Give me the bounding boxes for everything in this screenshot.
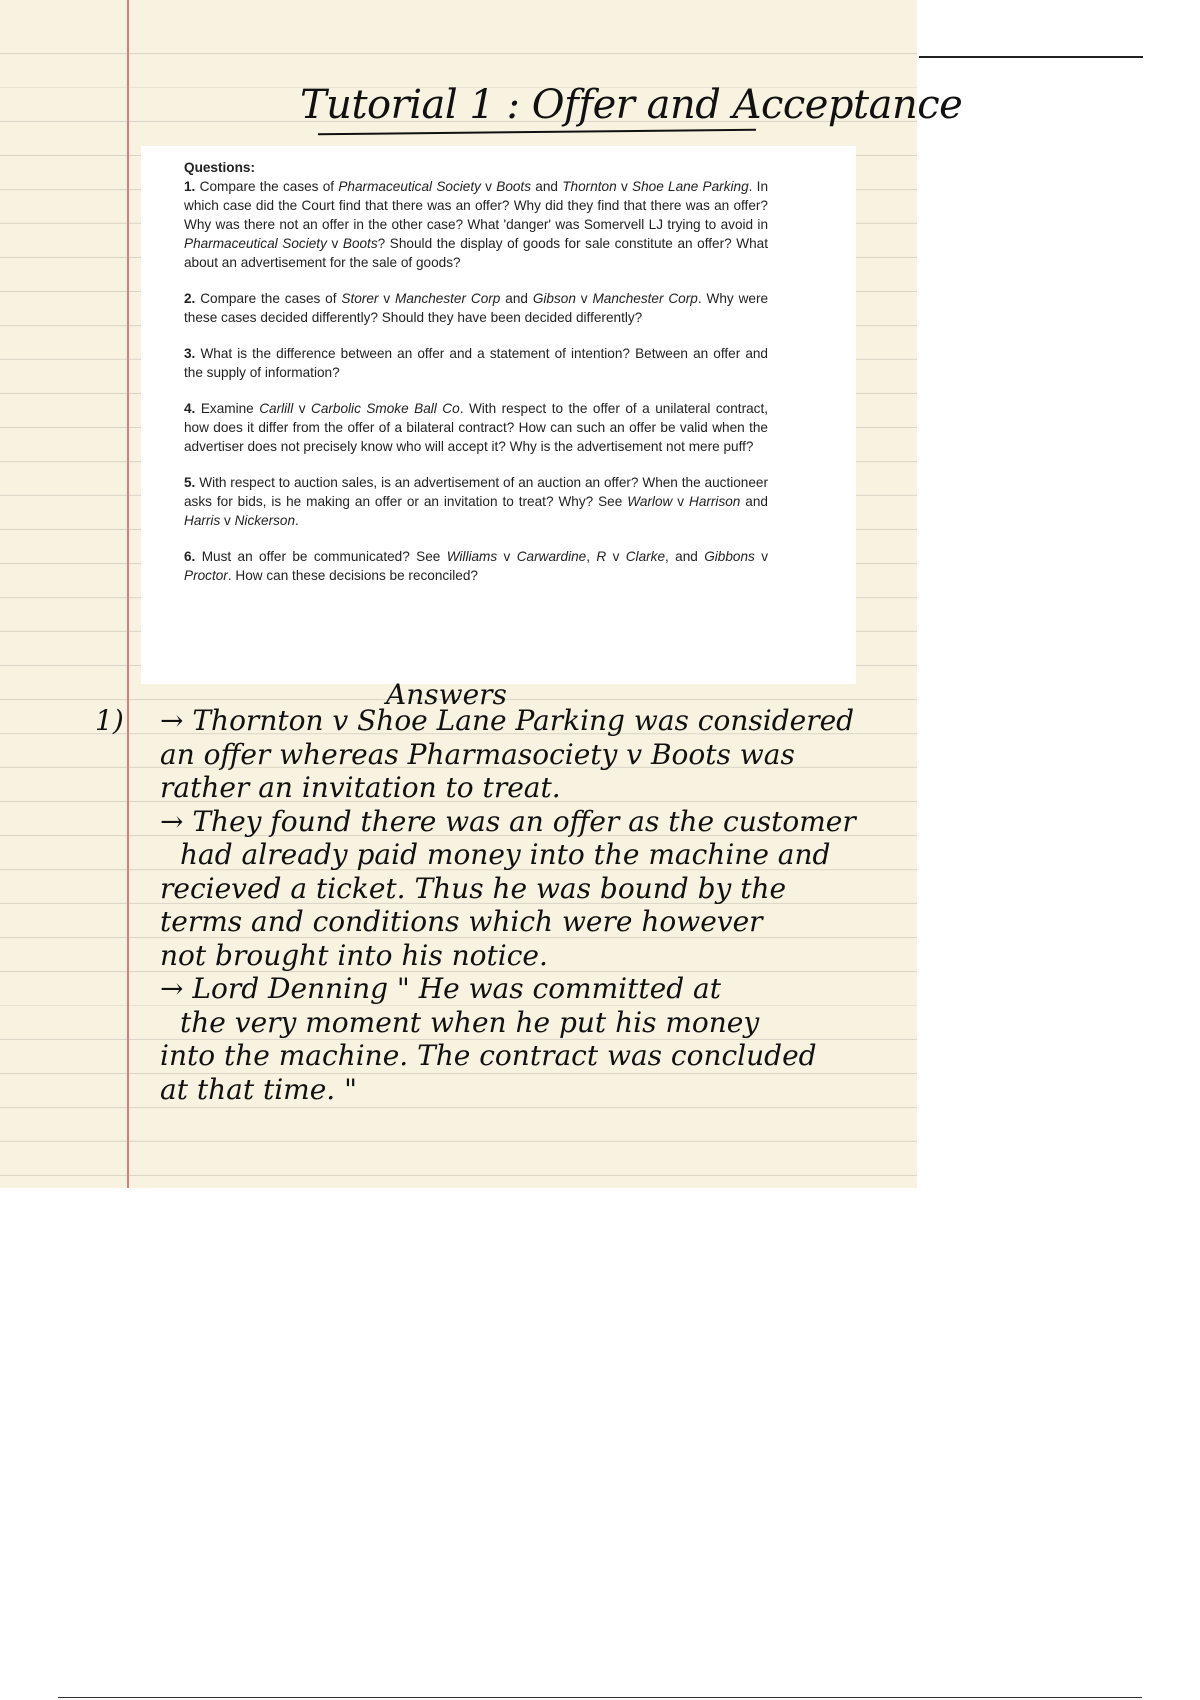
- question-text: . In which case did the Court find that there was an offer? Why did they find that there was an offer? Why was there not an offer in the other case? What 'danger' was Somervell LJ trying to avoid in: [184, 179, 769, 232]
- question-text: Compare the cases of: [199, 179, 339, 194]
- question-text: and: [500, 291, 533, 306]
- question-item: [184, 473, 768, 530]
- case-name: Boots: [496, 179, 532, 194]
- question-text: What is the difference between an offer and a statement of intention? Between an offer and the supply of information?: [184, 346, 768, 380]
- case-name: Pharmaceutical Society: [338, 179, 481, 194]
- case-name: Williams: [446, 549, 498, 564]
- case-name: Storer: [341, 291, 379, 306]
- question-text: ,: [586, 549, 597, 564]
- answer-line: [95, 838, 915, 872]
- answer-line: [95, 1073, 915, 1107]
- question-text: , and: [665, 549, 705, 564]
- case-name: Manchester Corp: [395, 291, 501, 306]
- answer-line: [95, 1039, 915, 1073]
- questions-heading: Questions:: [184, 160, 255, 175]
- answer-text: at that time. ": [160, 1072, 357, 1106]
- case-name: Pharmaceutical Society: [184, 236, 327, 251]
- case-name: Manchester Corp: [592, 291, 698, 306]
- answer-line: [95, 905, 915, 939]
- answer-line: [95, 972, 915, 1006]
- answer-line: [95, 704, 915, 738]
- question-number: 5.: [184, 475, 196, 490]
- answer-text: an offer whereas Pharmasociety v Boots was: [160, 737, 795, 771]
- question-number: 3.: [184, 346, 196, 361]
- question-text: Must an offer be communicated? See: [201, 549, 447, 564]
- question-number: 2.: [184, 291, 196, 306]
- question-item: [184, 547, 768, 585]
- answer-text: rather an invitation to treat.: [160, 771, 561, 804]
- case-name: Carbolic Smoke Ball Co: [311, 401, 460, 416]
- case-name: Boots: [342, 236, 378, 251]
- question-number: 6.: [184, 549, 196, 564]
- case-name: Harris: [184, 513, 221, 528]
- answer-line: [95, 939, 915, 973]
- question-text: v: [606, 549, 626, 564]
- answer-text: terms and conditions which were however: [160, 905, 763, 938]
- question-item: [184, 344, 768, 382]
- case-name: Gibbons: [704, 549, 755, 564]
- question-text: v: [754, 549, 769, 564]
- answers-heading: Answers: [386, 678, 507, 711]
- answer-text: into the machine. The contract was concluded: [160, 1039, 817, 1072]
- question-text: . With respect to the offer of a unilateral contract, how does it differ from the offer of a bilateral contract? How can such an offer be valid when the advertiser does not precisely know who will accept it? Why is the advertisement not mere puff?: [184, 401, 769, 454]
- case-name: Nickerson: [234, 513, 296, 528]
- answer-text: had already paid money into the machine and: [180, 838, 831, 871]
- answer-line: [95, 771, 915, 805]
- question-text: v: [575, 291, 593, 306]
- questions-text: [184, 158, 768, 602]
- case-name: Warlow: [627, 494, 673, 509]
- question-number: 4.: [184, 401, 196, 416]
- question-text: and: [740, 494, 768, 509]
- answer-line: [95, 872, 915, 906]
- question-text: and: [531, 179, 563, 194]
- question-item: [184, 177, 768, 272]
- question-text: With respect to auction sales, is an advertisement of an auction an offer? When the auctioneer asks for bids, is he making an offer or an invitation to treat? Why? See: [184, 475, 769, 509]
- answer-text: recieved a ticket. Thus he was bound by the: [160, 871, 787, 905]
- answer-line: [95, 1006, 915, 1040]
- page-title: Tutorial 1 : Offer and Acceptance: [300, 82, 963, 128]
- question-text: Compare the cases of: [200, 291, 342, 306]
- question-text: v: [497, 549, 517, 564]
- case-name: Shoe Lane Parking: [632, 179, 749, 194]
- question-text: v: [672, 494, 689, 509]
- question-text: v: [480, 179, 497, 194]
- answer-line: [95, 805, 915, 839]
- answer-text: not brought into his notice.: [160, 938, 548, 972]
- answer-text: the very moment when he put his money: [180, 1005, 760, 1039]
- answer-line: [95, 738, 915, 772]
- question-text: v: [326, 236, 343, 251]
- case-name: Carwardine: [516, 549, 587, 564]
- answer-number: 1): [95, 704, 124, 737]
- questions-card: [141, 146, 856, 684]
- question-text: v: [616, 179, 633, 194]
- top-rule: [919, 56, 1143, 58]
- bottom-rule: [58, 1697, 1142, 1698]
- case-name: Clarke: [625, 549, 666, 564]
- question-text: .: [295, 513, 299, 528]
- case-name: Gibson: [532, 291, 576, 306]
- answer-text: → They found there was an offer as the customer: [160, 804, 856, 838]
- questions-list: [184, 177, 768, 585]
- question-text: v: [220, 513, 235, 528]
- answer-text: → Thornton v Shoe Lane Parking was considered: [160, 704, 855, 737]
- question-text: Examine: [200, 401, 260, 416]
- question-item: [184, 399, 768, 456]
- question-number: 1.: [184, 179, 196, 194]
- question-item: [184, 289, 768, 327]
- case-name: Harrison: [689, 494, 741, 509]
- question-text: . Why were these cases decided differently? Should they have been decided differently?: [184, 291, 769, 325]
- question-text: v: [378, 291, 395, 306]
- answers-handwriting: [95, 704, 915, 1106]
- case-name: Carlill: [259, 401, 294, 416]
- case-name: Thornton: [562, 179, 617, 194]
- case-name: R: [596, 549, 607, 564]
- answer-text: → Lord Denning " He was committed at: [160, 972, 721, 1005]
- question-text: v: [293, 401, 311, 416]
- question-text: ? Should the display of goods for sale constitute an offer? What about an advertisement for the sale of goods?: [184, 236, 769, 270]
- question-text: . How can these decisions be reconciled?: [227, 568, 478, 583]
- case-name: Proctor: [184, 568, 228, 583]
